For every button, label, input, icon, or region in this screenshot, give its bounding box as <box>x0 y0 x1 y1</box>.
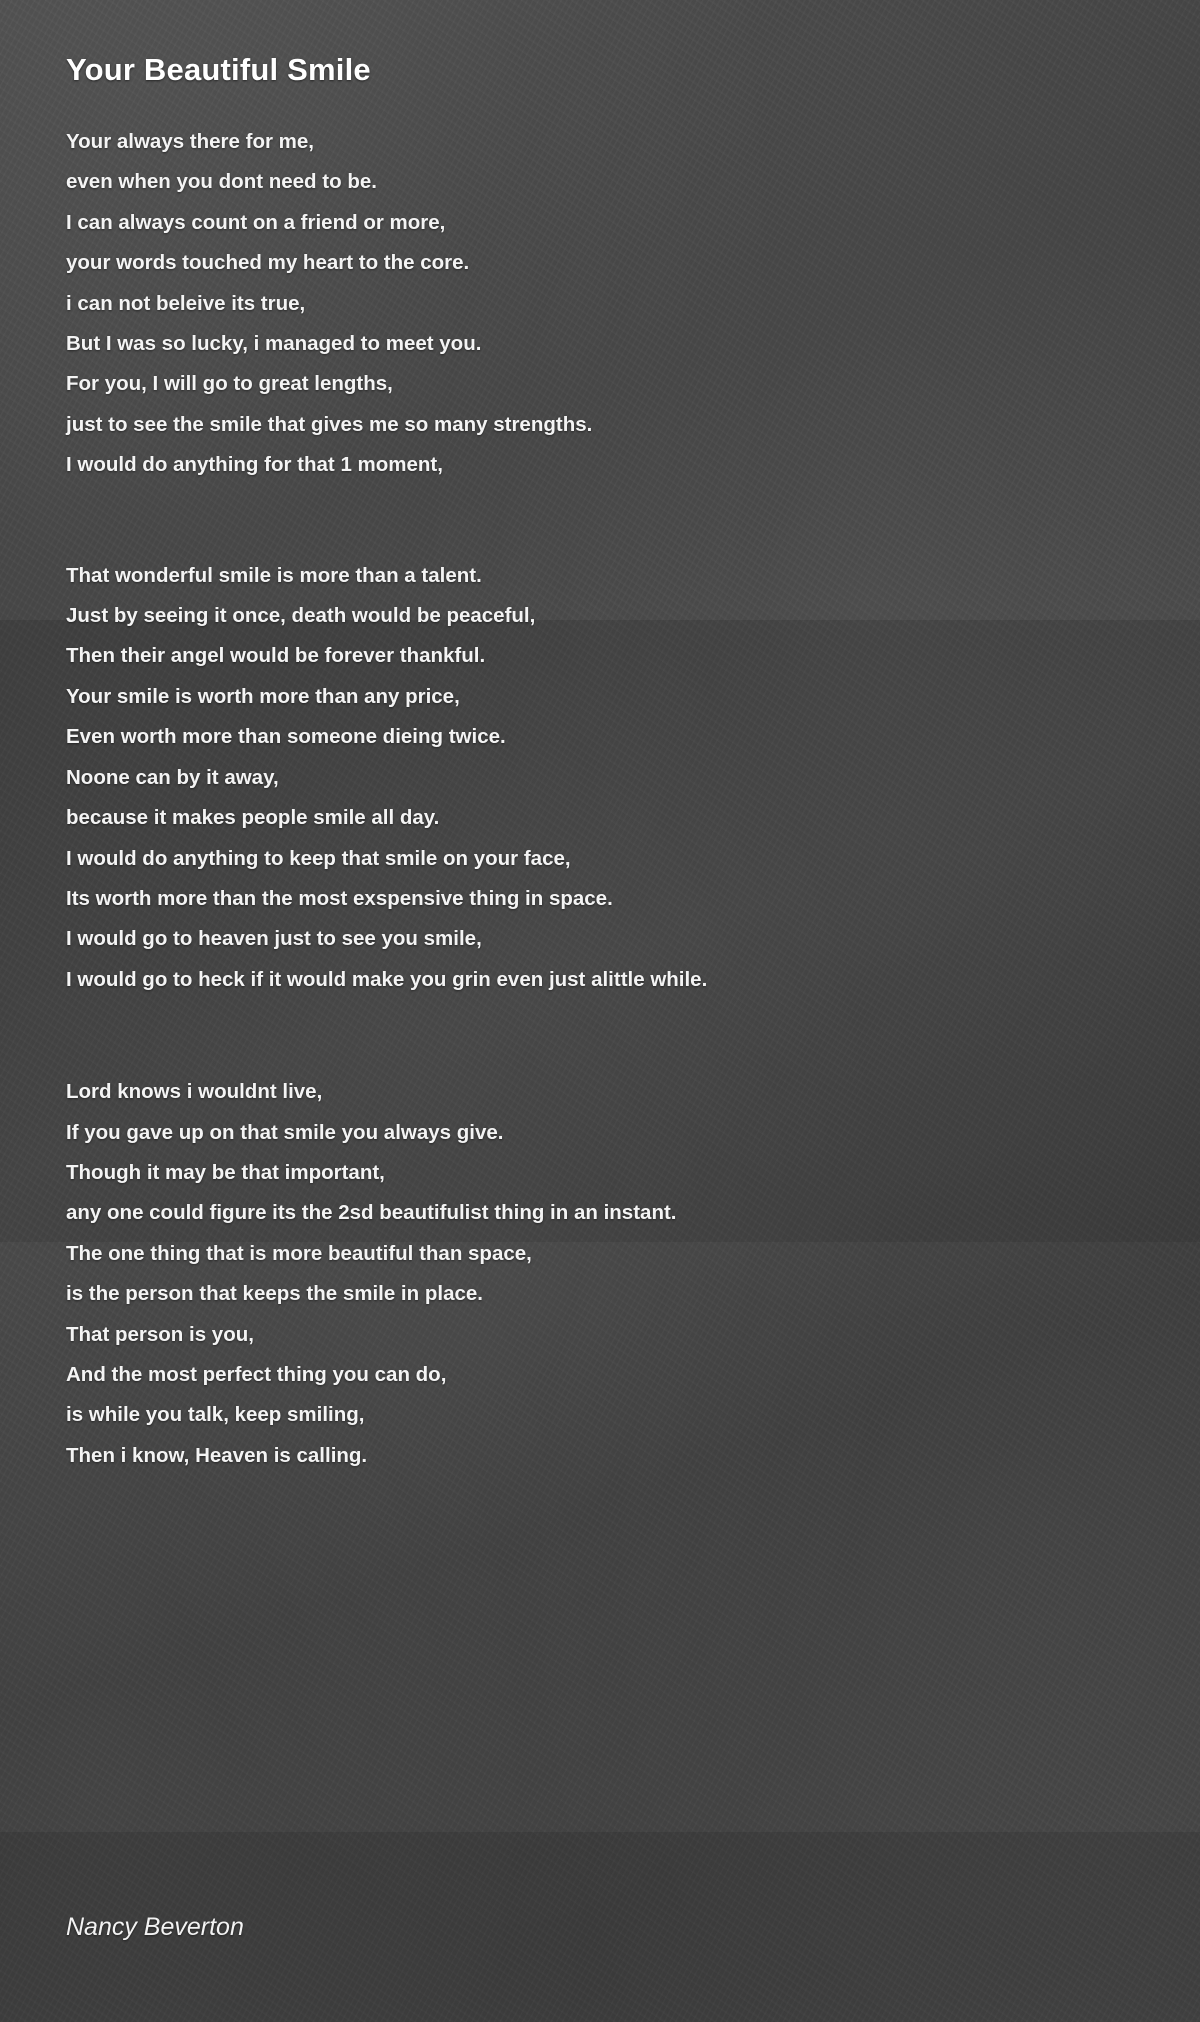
poem-line: That person is you, <box>66 1322 254 1346</box>
poem-line: even when you dont need to be. <box>66 170 377 194</box>
poem-line: Though it may be that important, <box>66 1160 385 1184</box>
poem-author: Nancy Beverton <box>66 1913 244 1941</box>
poem-line: i can not beleive its true, <box>66 291 306 315</box>
poem-line: Noone can by it away, <box>66 765 279 789</box>
poem-line: That wonderful smile is more than a talent. <box>66 563 482 587</box>
poem-line: The one thing that is more beautiful than space, <box>66 1241 532 1265</box>
poem-line: Just by seeing it once, death would be peaceful, <box>66 604 536 628</box>
page-title: Your Beautiful Smile <box>66 52 371 87</box>
poem-line: any one could figure its the 2sd beautifulist thing in an instant. <box>66 1201 677 1225</box>
poem-line: If you gave up on that smile you always give. <box>66 1120 504 1144</box>
poem-stanza-3 <box>66 1072 1134 1476</box>
poem-line: And the most perfect thing you can do, <box>66 1362 447 1386</box>
poem-line: For you, I will go to great lengths, <box>66 372 393 396</box>
poem-line: I would go to heaven just to see you smile, <box>66 927 482 951</box>
poem-line: Then their angel would be forever thankful. <box>66 644 486 668</box>
poem-line: Your smile is worth more than any price, <box>66 684 460 708</box>
poem-stanza-1 <box>66 122 1134 486</box>
poem-line: Lord knows i wouldnt live, <box>66 1080 323 1104</box>
poem-line: Your always there for me, <box>66 130 314 153</box>
poem-line: I would do anything for that 1 moment, <box>66 453 443 477</box>
poem-line: your words touched my heart to the core. <box>66 251 470 275</box>
poem-line: is the person that keeps the smile in place. <box>66 1282 483 1306</box>
poem-stanza-2 <box>66 556 1134 1000</box>
poem-line: I can always count on a friend or more, <box>66 210 446 234</box>
poem-line: Its worth more than the most exspensive thing in space. <box>66 886 613 910</box>
poem-line: Then i know, Heaven is calling. <box>66 1443 368 1467</box>
poem-line: I would go to heck if it would make you grin even just alittle while. <box>66 967 708 991</box>
poem-line: because it makes people smile all day. <box>66 806 440 830</box>
poem-line: But I was so lucky, i managed to meet you. <box>66 332 482 356</box>
poem-line: just to see the smile that gives me so many strengths. <box>66 412 593 436</box>
poem-line: is while you talk, keep smiling, <box>66 1403 365 1427</box>
poem-line: I would do anything to keep that smile on your face, <box>66 846 571 870</box>
poem-line: Even worth more than someone dieing twice. <box>66 725 506 749</box>
